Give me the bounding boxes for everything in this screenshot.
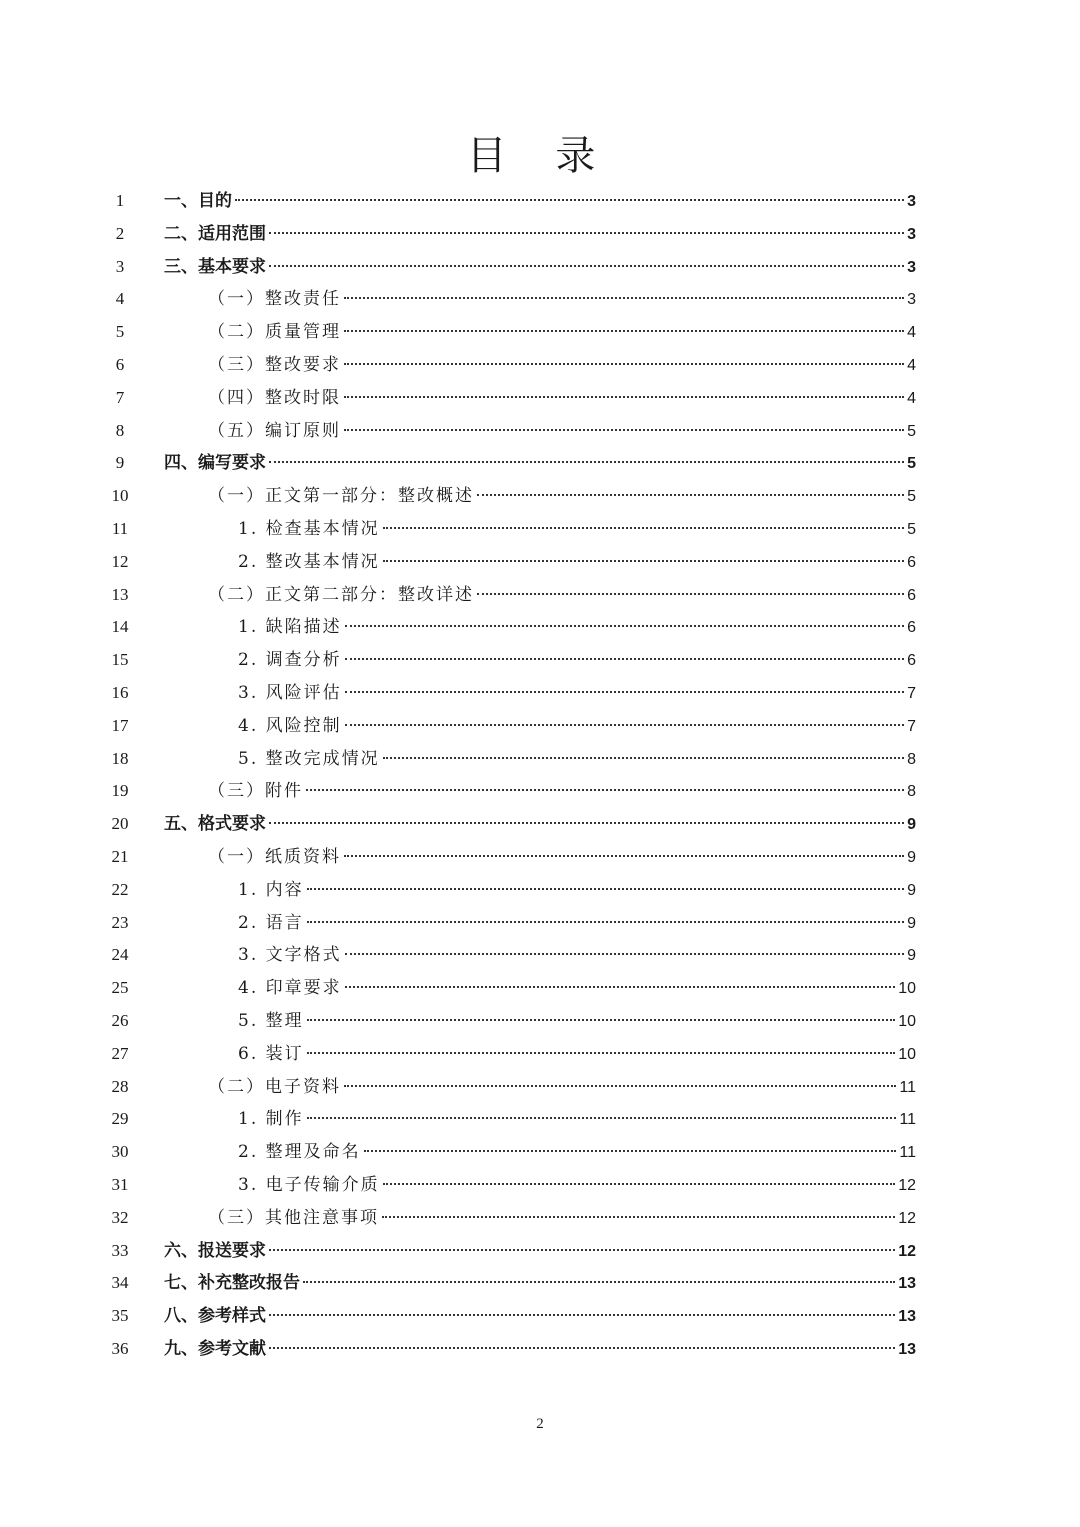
line-number: 16 [111,683,129,702]
page-number: 2 [536,1416,544,1432]
line-number: 33 [111,1240,129,1260]
line-number: 10 [111,486,129,506]
toc-entry-page: 8 [907,783,916,801]
toc-entry-title: 1. 缺陷描述 [238,617,342,638]
page-title: 目 录 [466,133,614,179]
dot-leader [344,854,904,857]
dot-leader [269,231,904,234]
dot-leader [303,1280,895,1283]
dot-leader [344,395,904,398]
line-number: 34 [111,1273,129,1293]
toc-entry-title: 2. 整改基本情况 [238,551,380,572]
toc-entry[interactable] [208,580,916,611]
toc-entry-page: 7 [907,685,916,702]
toc-entry-page: 12 [898,1242,916,1260]
toc-entry-title: 3. 风险评估 [238,683,342,703]
toc-entry-page: 6 [907,586,916,604]
toc-entry[interactable] [238,711,916,742]
line-number: 5 [115,322,125,342]
toc-entry-page: 13 [898,1275,916,1293]
dot-leader [344,1084,896,1087]
toc-entry-page: 3 [907,291,916,309]
toc-entry-page: 4 [907,357,916,374]
line-number: 35 [111,1306,129,1326]
toc-row[interactable] [0,612,1080,642]
toc-entry-page: 13 [898,1341,916,1358]
toc-row[interactable] [0,252,1080,282]
toc-entry[interactable] [164,809,916,840]
dot-leader [269,1346,895,1349]
toc-entry-page: 11 [899,1144,916,1162]
toc-row[interactable] [0,908,1080,938]
toc-entry[interactable] [238,678,916,709]
toc-entry-title: 1. 制作 [238,1109,304,1130]
dot-leader [344,296,904,299]
line-number: 12 [111,551,129,571]
toc-row[interactable] [0,1268,1080,1298]
toc-entry-title: （一）纸质资料 [208,847,341,867]
toc-entry-page: 10 [898,980,916,998]
toc-row[interactable] [0,1236,1080,1266]
dot-leader [383,559,904,562]
toc-row[interactable] [0,1072,1080,1102]
toc-entry-page: 3 [907,258,916,276]
dot-leader [306,788,904,791]
toc-entry-title: 一、目的 [164,191,232,211]
dot-leader [307,1018,896,1021]
toc-row[interactable] [0,350,1080,380]
dot-leader [383,526,904,529]
toc-entry[interactable] [208,317,916,348]
line-number: 30 [111,1142,129,1162]
toc-entry[interactable] [164,1301,916,1332]
line-number: 27 [111,1043,129,1063]
toc-row[interactable] [0,284,1080,314]
toc-entry[interactable] [208,842,916,873]
toc-entry[interactable] [238,1170,916,1201]
toc-entry-page: 5 [907,455,916,473]
toc-row[interactable] [0,940,1080,970]
line-number: 24 [111,945,129,965]
dot-leader [383,756,904,759]
toc-row[interactable] [0,186,1080,216]
toc-entry-title: 6. 装订 [238,1043,304,1064]
toc-entry-title: 5. 整改完成情况 [238,748,380,769]
toc-row[interactable] [0,776,1080,806]
line-number: 18 [111,748,129,768]
toc-entry[interactable] [238,612,916,643]
toc-row[interactable] [0,809,1080,839]
toc-entry-page: 5 [907,488,916,506]
toc-entry[interactable] [238,547,916,578]
dot-leader [345,657,904,660]
toc-entry-title: 二、适用范围 [164,223,266,244]
toc-row[interactable] [0,1301,1080,1331]
toc-row[interactable] [0,1039,1080,1069]
toc-entry-page: 5 [907,521,916,538]
line-number: 6 [115,355,125,374]
toc-entry[interactable] [238,1039,916,1070]
toc-entry[interactable] [238,1104,916,1135]
dot-leader [345,690,904,693]
dot-leader [269,821,904,824]
line-number: 22 [111,879,129,899]
toc-row[interactable] [0,514,1080,544]
line-number: 28 [111,1076,129,1096]
toc-entry-page: 10 [898,1013,916,1030]
toc-entry-page: 9 [907,881,916,899]
dot-leader [344,362,904,365]
toc-row[interactable] [0,416,1080,446]
dot-leader [307,920,904,923]
toc-entry[interactable] [238,973,916,1004]
toc-entry-title: （一）正文第一部分：整改概述 [208,486,474,507]
toc-entry[interactable] [238,514,916,545]
toc-entry-title: （五）编订原则 [208,420,341,441]
toc-entry[interactable] [208,350,916,381]
toc-entry[interactable] [208,416,916,447]
line-number: 29 [111,1109,129,1129]
toc-entry-title: 2. 语言 [238,912,304,933]
dot-leader [269,460,904,463]
dot-leader [307,887,904,890]
toc-entry-title: （三）其他注意事项 [208,1207,379,1228]
toc-entry[interactable] [208,481,916,512]
toc-row[interactable] [0,1104,1080,1134]
toc-entry-title: （二）正文第二部分：整改详述 [208,584,474,605]
toc-entry-page: 9 [907,914,916,932]
toc-row[interactable] [0,580,1080,610]
toc-entry[interactable] [164,1334,916,1365]
toc-entry-title: 2. 整理及命名 [238,1142,361,1163]
toc-entry[interactable] [208,1203,916,1234]
toc-entry-page: 8 [907,750,916,768]
toc-entry[interactable] [208,1072,916,1103]
toc-entry[interactable] [208,776,916,807]
toc-entry-title: 1. 内容 [238,879,304,900]
toc-entry-title: 2. 调查分析 [238,650,342,671]
dot-leader [345,985,896,988]
toc-entry[interactable] [164,186,916,217]
dot-leader [269,1313,895,1316]
toc-entry-title: 3. 电子传输介质 [238,1175,380,1195]
toc-entry-page: 6 [907,553,916,571]
dot-leader [477,493,904,496]
toc-entry-title: 5. 整理 [238,1011,304,1031]
toc-entry-title: 1. 检查基本情况 [238,519,380,539]
line-number: 11 [111,519,129,538]
dot-leader [344,428,904,431]
toc-row[interactable] [0,547,1080,577]
toc-entry[interactable] [238,645,916,676]
line-number: 31 [111,1175,129,1194]
toc-entry-title: （三）整改要求 [208,355,341,375]
toc-entry-title: （四）整改时限 [208,387,341,408]
dot-leader [364,1149,897,1152]
toc-entry-title: 七、补充整改报告 [164,1273,300,1294]
line-number: 20 [111,814,129,834]
toc-row[interactable] [0,711,1080,741]
dot-leader [307,1116,897,1119]
dot-leader [477,592,904,595]
toc-entry-page: 11 [899,1111,916,1129]
toc-entry[interactable] [238,875,916,906]
toc-entry-title: （二）质量管理 [208,322,341,343]
toc-entry-page: 9 [907,947,916,965]
toc-entry-title: 三、基本要求 [164,256,266,277]
toc-entry-page: 4 [907,389,916,407]
toc-entry[interactable] [208,383,916,414]
toc-entry-title: （二）电子资料 [208,1076,341,1097]
dot-leader [235,198,904,201]
toc-row[interactable] [0,645,1080,675]
toc-entry-title: （三）附件 [208,781,303,802]
toc-entry-page: 12 [898,1177,916,1194]
line-number: 23 [111,912,129,932]
toc-row[interactable] [0,448,1080,478]
line-number: 13 [111,584,129,604]
toc-row[interactable] [0,1137,1080,1167]
dot-leader [345,624,904,627]
line-number: 3 [115,256,125,276]
toc-row[interactable] [0,875,1080,905]
toc-entry-page: 12 [898,1209,916,1227]
toc-entry-title: 4. 风险控制 [238,715,342,736]
toc-entry-page: 13 [898,1308,916,1326]
line-number: 7 [115,387,125,407]
toc-entry[interactable] [238,1137,916,1168]
toc-row[interactable] [0,219,1080,249]
toc-row[interactable] [0,842,1080,872]
toc-row[interactable] [0,744,1080,774]
toc-entry-page: 9 [907,849,916,866]
toc-entry[interactable] [238,940,916,971]
toc-entry[interactable] [164,219,916,250]
line-number: 21 [111,847,129,866]
line-number: 1 [115,191,125,210]
dot-leader [269,1248,895,1251]
toc-entry[interactable] [208,284,916,315]
toc-entry[interactable] [164,1236,916,1267]
toc-row[interactable] [0,317,1080,347]
toc-row[interactable] [0,973,1080,1003]
toc-row[interactable] [0,1006,1080,1036]
line-number: 25 [111,978,129,998]
toc-entry-page: 4 [907,324,916,342]
toc-entry-title: 六、报送要求 [164,1240,266,1261]
toc-entry-page: 6 [907,619,916,637]
line-number: 19 [111,781,129,801]
toc-row[interactable] [0,678,1080,708]
line-number: 36 [111,1339,129,1358]
dot-leader [345,952,904,955]
toc-entry-page: 3 [907,193,916,210]
toc-entry-title: 4. 印章要求 [238,978,342,999]
toc-entry-page: 7 [907,717,916,735]
toc-entry[interactable] [164,448,916,479]
dot-leader [269,264,904,267]
toc-entry-page: 10 [898,1045,916,1063]
toc-entry-page: 5 [907,422,916,440]
toc-entry[interactable] [238,1006,916,1037]
toc-row[interactable] [0,1203,1080,1233]
toc-row[interactable] [0,481,1080,511]
toc-entry-title: 3. 文字格式 [238,945,342,966]
toc-entry-title: 九、参考文献 [164,1339,266,1359]
toc-entry-title: （一）整改责任 [208,289,341,310]
toc-entry[interactable] [164,1268,916,1299]
dot-leader [383,1182,896,1185]
toc-row[interactable] [0,383,1080,413]
toc-entry-page: 3 [907,225,916,243]
toc-row[interactable] [0,1334,1080,1364]
toc-entry[interactable] [238,908,916,939]
line-number: 8 [115,420,125,440]
line-number: 26 [111,1011,129,1030]
line-number: 15 [111,650,129,670]
toc-entry-title: 五、格式要求 [164,814,266,835]
toc-entry-page: 11 [899,1078,916,1096]
line-number: 4 [115,289,125,309]
dot-leader [382,1215,895,1218]
toc-entry[interactable] [164,252,916,283]
line-number: 9 [115,453,125,473]
line-number: 2 [115,223,125,243]
toc-entry-page: 9 [907,816,916,834]
toc-entry[interactable] [238,744,916,775]
dot-leader [345,723,904,726]
toc-entry-page: 6 [907,652,916,670]
dot-leader [344,329,904,332]
toc-entry-title: 八、参考样式 [164,1306,266,1327]
toc-row[interactable] [0,1170,1080,1200]
line-number: 14 [111,617,129,637]
line-number: 32 [111,1207,129,1227]
dot-leader [307,1051,896,1054]
toc-entry-title: 四、编写要求 [164,453,266,474]
line-number: 17 [111,715,129,735]
